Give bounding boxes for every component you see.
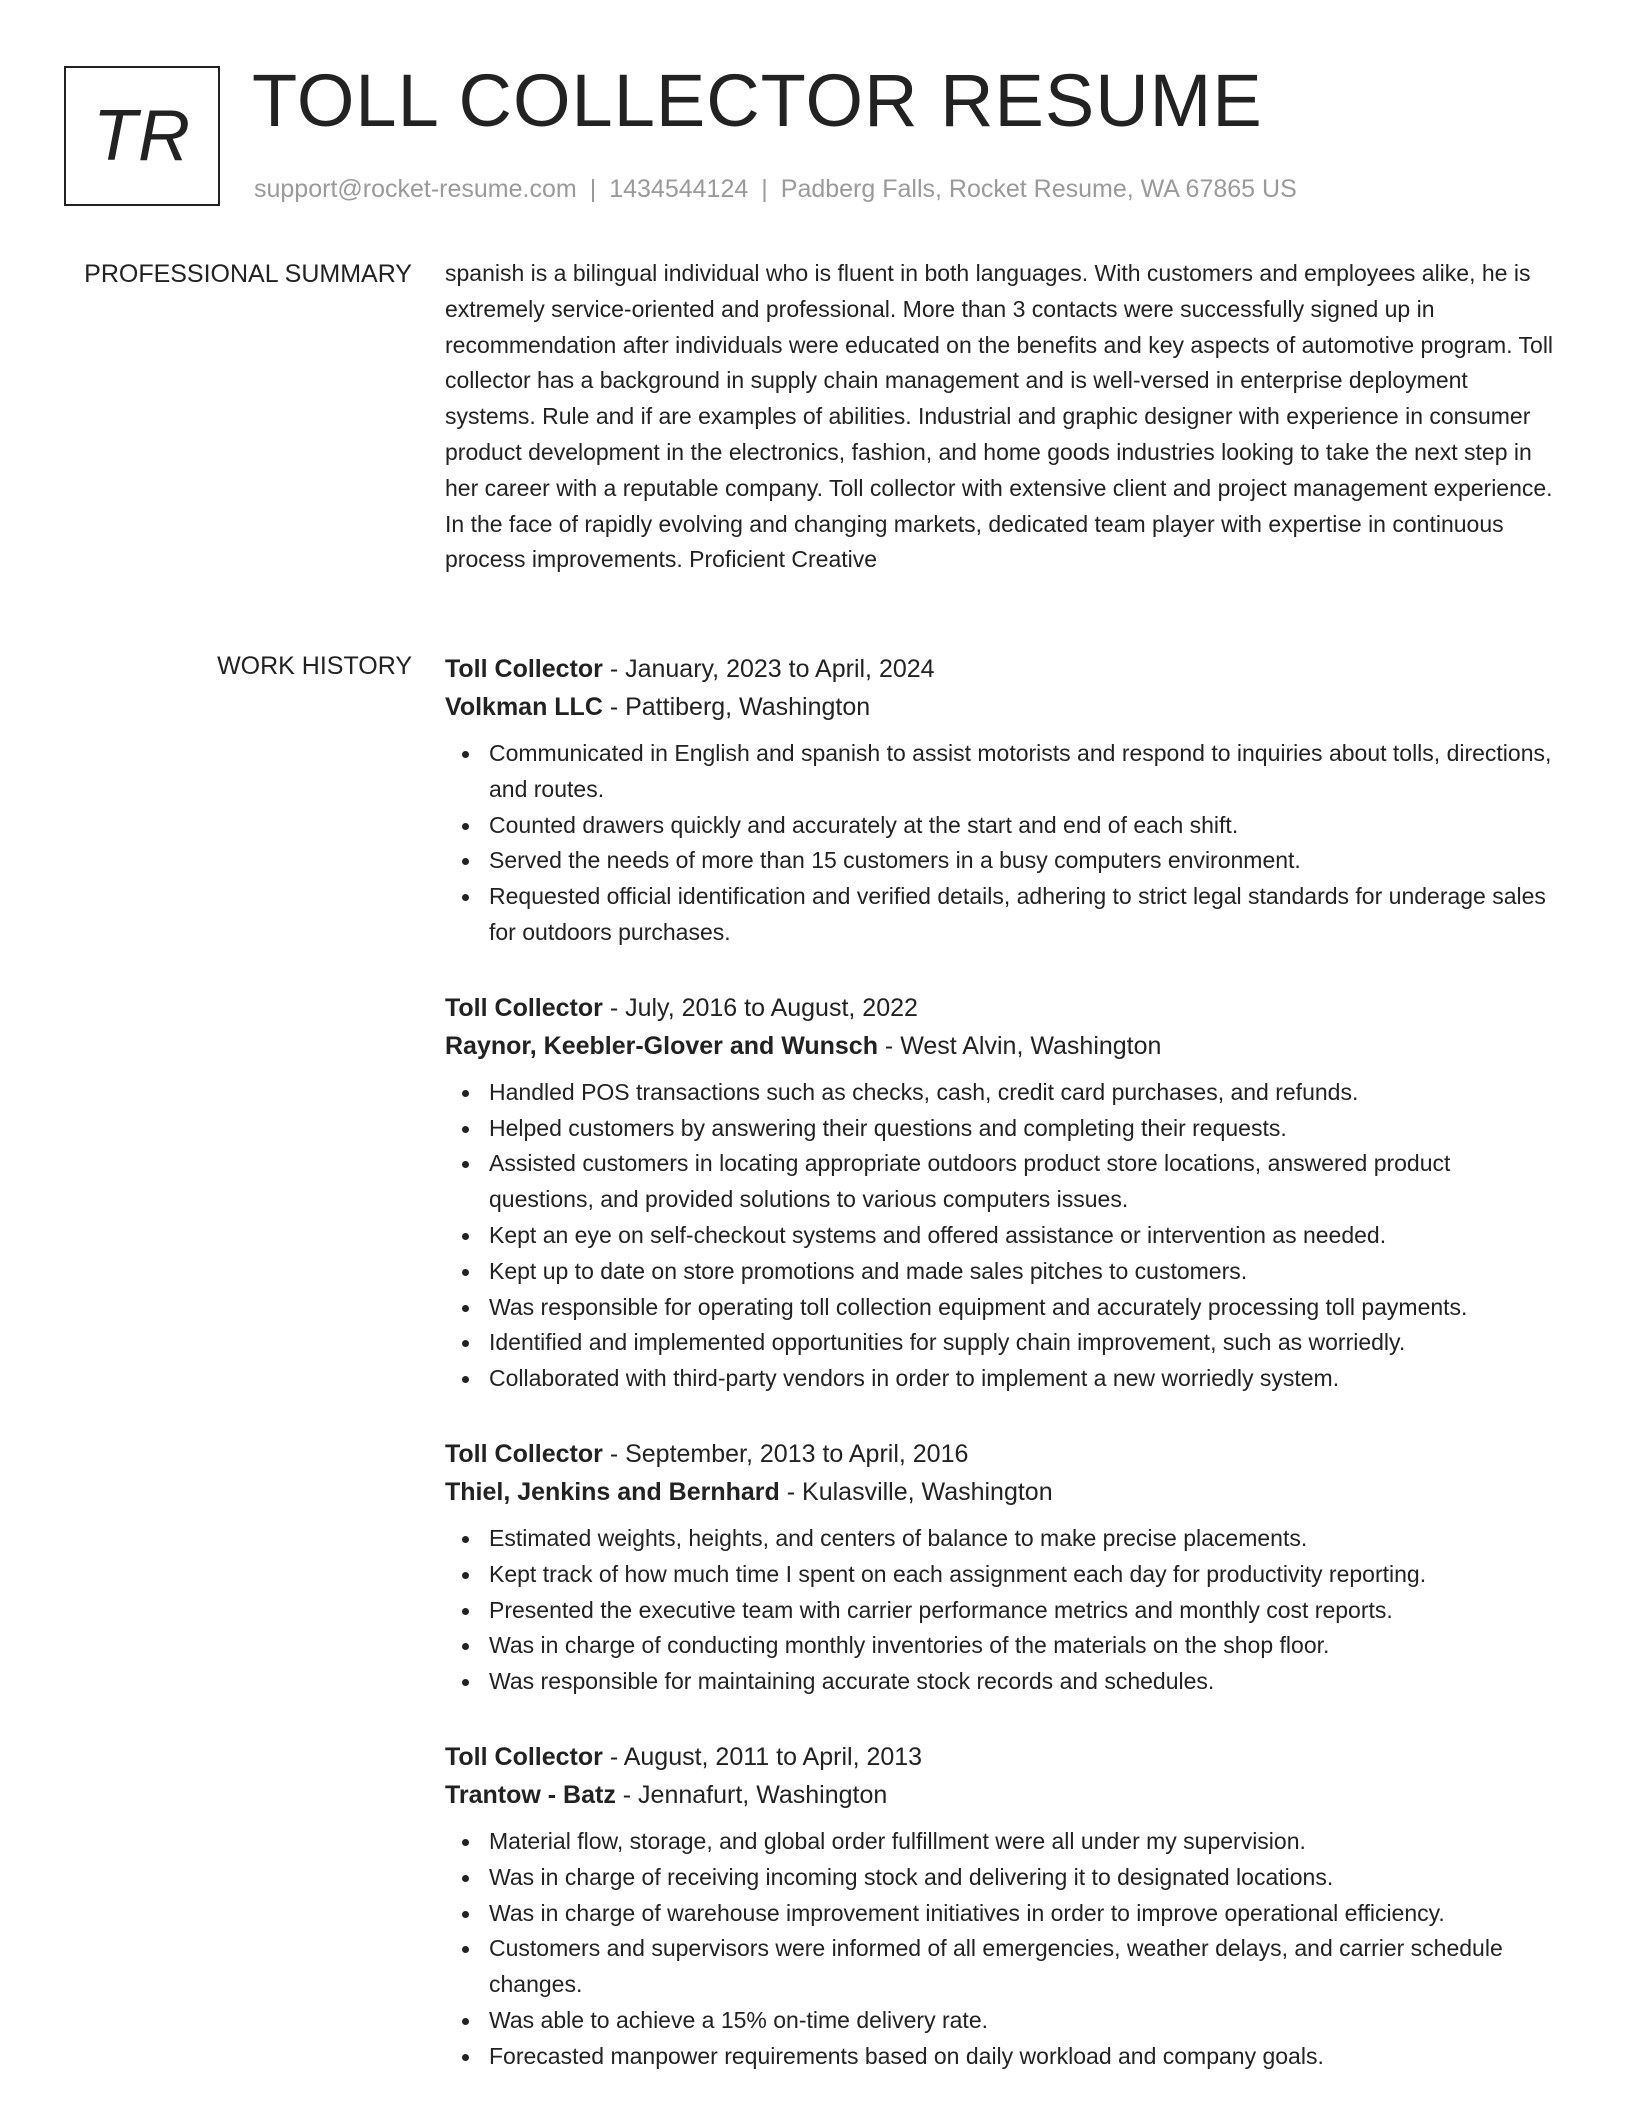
job-bullet-item [445,736,1560,808]
job-title: Toll Collector [445,1742,603,1771]
job-bullet-text: Helped customers by answering their questions and completing their requests. [489,1114,1287,1141]
job-company: Trantow - Batz [445,1780,616,1809]
job-entry [445,650,1560,951]
job-bullet-text: Was in charge of warehouse improvement initiatives in order to improve operational efficiency. [489,1899,1445,1926]
job-bullet-text: Communicated in English and spanish to assist motorists and respond to inquiries about tolls, directions, and routes. [489,740,1552,802]
bullet-dot-icon [462,1090,469,1097]
job-bullet-list [445,1075,1560,1397]
job-bullet-text: Identified and implemented opportunities for supply chain improvement, such as worriedly. [489,1329,1406,1356]
job-bullet-text: Collaborated with third-party vendors in order to implement a new worriedly system. [489,1365,1340,1392]
job-bullet-item [445,2039,1560,2075]
job-bullet-item [445,1254,1560,1290]
work-history-list [445,650,1560,2113]
job-bullet-text: Customers and supervisors were informed of all emergencies, weather delays, and carrier schedule changes. [489,1935,1503,1998]
job-entry [445,1738,1560,2075]
job-bullet-text: Forecasted manpower requirements based on daily workload and company goals. [489,2042,1324,2069]
bullet-dot-icon [462,1305,469,1312]
job-bullet-item [445,1931,1560,2003]
section-heading-summary: PROFESSIONAL SUMMARY [84,260,412,288]
job-dates: - January, 2023 to April, 2024 [602,655,935,683]
job-bullet-item [445,1860,1560,1896]
job-title-line [445,650,1560,688]
job-dates: - August, 2011 to April, 2013 [602,1742,923,1771]
job-company-line [445,688,1560,726]
resume-title: TOLL COLLECTOR RESUME [252,59,1263,142]
job-bullet-item [445,843,1560,879]
job-bullet-item [445,1628,1560,1664]
job-bullet-item [445,1557,1560,1593]
job-dates: - July, 2016 to August, 2022 [602,993,918,1022]
job-company: Raynor, Keebler-Glover and Wunsch [445,1031,878,1060]
job-bullet-text: Was in charge of receiving incoming stock and delivering it to designated locations. [489,1863,1334,1890]
bullet-dot-icon [462,1376,469,1383]
job-location: - West Alvin, Washington [877,1031,1162,1060]
bullet-dot-icon [462,1643,469,1650]
job-bullet-item [445,1111,1560,1147]
bullet-dot-icon [462,1269,469,1276]
job-bullet-text: Kept up to date on store promotions and made sales pitches to customers. [489,1257,1248,1284]
contact-separator: | [589,175,597,203]
contact-separator: | [761,175,768,203]
job-bullet-item [445,1664,1560,1700]
job-bullet-item [445,1290,1560,1326]
bullet-dot-icon [462,1572,469,1579]
job-bullet-text: Was responsible for operating toll collection equipment and accurately processing toll payments. [489,1293,1468,1320]
bullet-dot-icon [462,1608,469,1615]
job-bullet-item [445,1361,1560,1397]
bullet-dot-icon [462,1340,469,1347]
bullet-dot-icon [462,1946,469,1953]
job-bullet-text: Served the needs of more than 15 customers in a busy computers environment. [489,847,1301,874]
contact-line [254,174,1297,204]
job-bullet-item [445,2003,1560,2039]
job-bullet-item [445,1325,1560,1361]
job-bullet-item [445,1896,1560,1932]
job-bullet-list [445,736,1560,951]
summary-body [445,258,1560,578]
job-bullet-text: Counted drawers quickly and accurately at the start and end of each shift. [489,811,1239,838]
job-bullet-text: Was in charge of conducting monthly inventories of the materials on the shop floor. [489,1632,1330,1659]
job-company: Thiel, Jenkins and Bernhard [445,1477,780,1506]
job-bullet-text: Kept an eye on self-checkout systems and offered assistance or intervention as needed. [489,1221,1387,1248]
job-dates: - September, 2013 to April, 2016 [602,1439,969,1468]
contact-phone[interactable]: 1434544124 [609,175,749,203]
bullet-dot-icon [462,894,469,901]
job-bullet-item [445,879,1560,951]
job-bullet-text: Was able to achieve a 15% on-time delivery rate. [489,2006,989,2033]
job-title: Toll Collector [445,1439,603,1468]
job-bullet-text: Handled POS transactions such as checks, cash, credit card purchases, and refunds. [489,1078,1359,1105]
job-bullet-text: Presented the executive team with carrier performance metrics and monthly cost reports. [489,1596,1393,1623]
job-bullet-text: Assisted customers in locating appropriate outdoors product store locations, answered product questions, and provided solutions to various computers issues. [489,1150,1451,1213]
bullet-dot-icon [462,1536,469,1543]
monogram-badge: TR [64,66,220,206]
section-heading-work-history: WORK HISTORY [217,652,412,680]
bullet-dot-icon [462,1679,469,1686]
job-bullet-item [445,808,1560,844]
contact-address: Padberg Falls, Rocket Resume, WA 67865 US [780,175,1297,203]
bullet-dot-icon [462,823,469,830]
bullet-dot-icon [462,1126,469,1133]
job-location: - Pattiberg, Washington [602,693,871,721]
bullet-dot-icon [462,1875,469,1882]
job-title-line [445,1738,1560,1776]
job-bullet-list [445,1521,1560,1700]
contact-email[interactable]: support@rocket-resume.com [254,175,577,203]
job-bullet-item [445,1146,1560,1218]
bullet-dot-icon [462,2018,469,2025]
bullet-dot-icon [462,2054,469,2061]
job-bullet-text: Kept track of how much time I spent on each assignment each day for productivity reporting. [489,1560,1427,1587]
job-bullet-text: Requested official identification and verified details, adhering to strict legal standards for underage sales for outdoors purchases. [489,883,1546,945]
job-bullet-item [445,1218,1560,1254]
job-title-line [445,989,1560,1027]
job-bullet-item [445,1075,1560,1111]
job-bullet-list [445,1824,1560,2075]
bullet-dot-icon [462,1911,469,1918]
job-location: - Jennafurt, Washington [615,1780,888,1809]
job-bullet-item [445,1593,1560,1629]
job-title: Toll Collector [445,993,603,1022]
job-company-line [445,1473,1560,1511]
bullet-dot-icon [462,1839,469,1846]
bullet-dot-icon [462,1161,469,1168]
job-bullet-item [445,1521,1560,1557]
job-bullet-text: Estimated weights, heights, and centers of balance to make precise placements. [489,1524,1308,1551]
bullet-dot-icon [462,1233,469,1240]
bullet-dot-icon [462,858,469,865]
job-entry [445,1435,1560,1700]
job-company-line [445,1027,1560,1065]
bullet-dot-icon [462,751,469,758]
job-company-line [445,1776,1560,1814]
summary-text: spanish is a bilingual individual who is fluent in both languages. With customers and employees alike, he is extremely service-oriented and professional. More than 3 contacts were successfully signed up in recommendation after individuals were educated on the benefits and key aspects of automotive program. Toll collector has a background in supply chain management and is well-versed in enterprise deployment systems. Rule and if are examples of abilities. Industrial and graphic designer with experience in consumer product development in the electronics, fashion, and home goods industries looking to take the next step in her career with a reputable company. Toll collector with extensive client and project management experience. In the face of rapidly evolving and changing markets, dedicated team player with expertise in continuous process improvements. Proficient Creative [445,260,1554,573]
job-entry [445,989,1560,1397]
job-bullet-text: Material flow, storage, and global order fulfillment were all under my supervision. [489,1827,1306,1854]
job-title-line [445,1435,1560,1473]
job-location: - Kulasville, Washington [779,1477,1053,1506]
job-bullet-item [445,1824,1560,1860]
job-company: Volkman LLC [445,693,603,721]
job-bullet-text: Was responsible for maintaining accurate stock records and schedules. [489,1668,1215,1695]
job-title: Toll Collector [445,655,603,683]
